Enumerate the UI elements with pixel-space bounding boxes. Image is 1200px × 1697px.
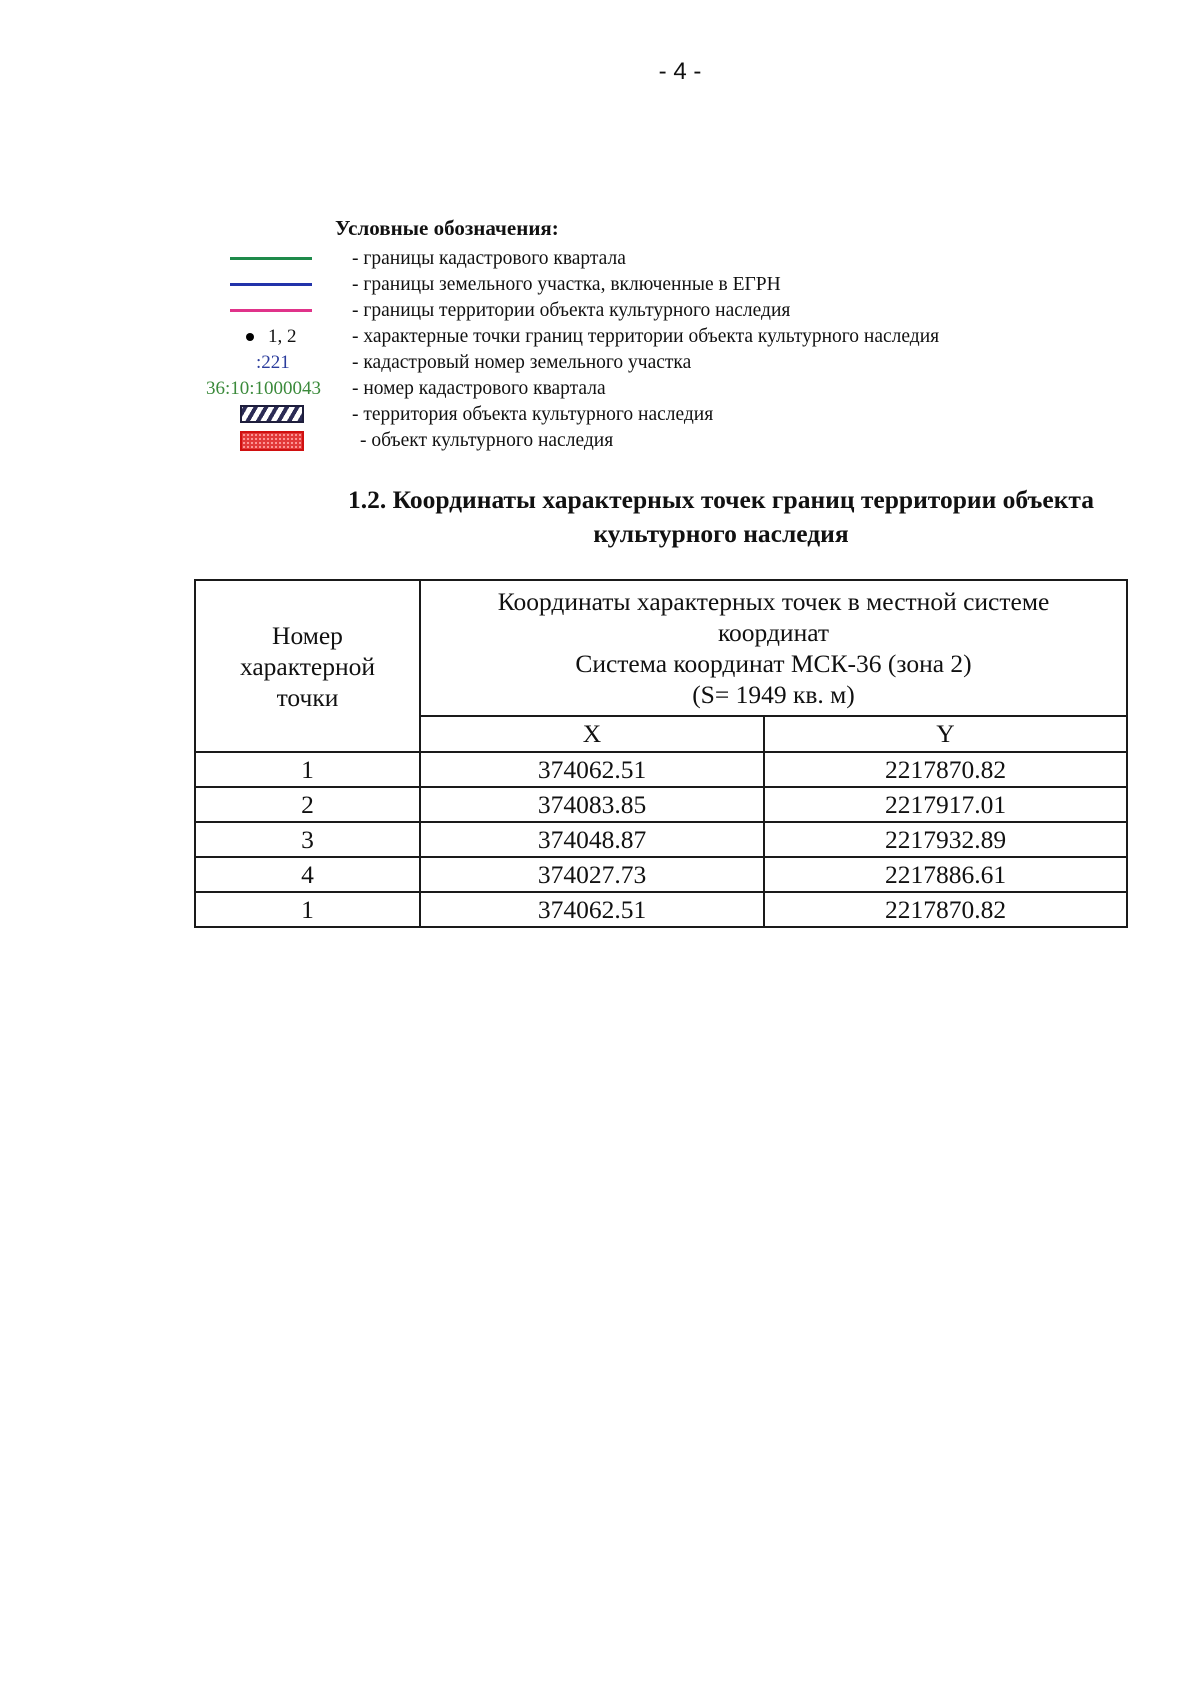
green-line-icon xyxy=(230,257,312,260)
legend-item-text: - характерные точки границ территории объекта культурного наследия xyxy=(352,326,940,347)
legend-item-heritage-boundary xyxy=(0,298,1200,324)
blue-line-icon xyxy=(230,283,312,286)
point-marker-icon xyxy=(246,333,254,341)
table-row xyxy=(195,787,1127,822)
y-cell: 2217932.89 xyxy=(764,822,1127,857)
legend-item-text: - территория объекта культурного наследия xyxy=(352,404,714,425)
point-number-cell: 2 xyxy=(195,787,420,822)
legend-item-text: - кадастровый номер земельного участка xyxy=(352,352,692,373)
legend-item-quarter-number xyxy=(0,376,1200,402)
table-row xyxy=(195,822,1127,857)
section-heading-line2: культурного наследия xyxy=(593,519,849,548)
section-heading-line1: 1.2. Координаты характерных точек границ территории объекта xyxy=(347,485,1095,514)
legend-item-text: - границы земельного участка, включенные в ЕГРН xyxy=(352,274,781,295)
table-row xyxy=(195,857,1127,892)
x-column-header: X xyxy=(420,716,764,752)
legend-item-heritage-object xyxy=(0,428,1200,454)
point-marker-label: 1, 2 xyxy=(268,326,297,347)
point-number-cell: 1 xyxy=(195,892,420,927)
x-cell: 374048.87 xyxy=(420,822,764,857)
legend-item-land-plot xyxy=(0,272,1200,298)
legend-item-boundary-points xyxy=(0,324,1200,350)
point-number-cell: 3 xyxy=(195,822,420,857)
y-cell: 2217870.82 xyxy=(764,752,1127,787)
table-row xyxy=(195,892,1127,927)
legend-item-heritage-territory xyxy=(0,402,1200,428)
red-area-icon xyxy=(240,431,304,451)
legend-item-text: - границы кадастрового квартала xyxy=(352,248,626,269)
x-cell: 374027.73 xyxy=(420,857,764,892)
legend-item-parcel-number xyxy=(0,350,1200,376)
x-cell: 374062.51 xyxy=(420,892,764,927)
coordinates-header: Координаты характерных точек в местной системе координат Система координат МСК-36 (зона 2) (S= 1949 кв. м) xyxy=(420,580,1127,716)
pink-line-icon xyxy=(230,309,312,312)
table-row xyxy=(195,752,1127,787)
point-number-cell: 1 xyxy=(195,752,420,787)
page-number: - 4 - xyxy=(658,58,702,85)
legend-item-text: - номер кадастрового квартала xyxy=(352,378,606,399)
point-number-cell: 4 xyxy=(195,857,420,892)
quarter-number-sample: 36:10:1000043 xyxy=(206,378,322,399)
x-cell: 374083.85 xyxy=(420,787,764,822)
legend-item-text: - объект культурного наследия xyxy=(360,430,614,451)
x-cell: 374062.51 xyxy=(420,752,764,787)
y-column-header: Y xyxy=(764,716,1127,752)
coordinates-table xyxy=(194,579,1128,928)
hatched-area-icon xyxy=(240,405,304,423)
section-heading xyxy=(296,483,1146,551)
y-cell: 2217917.01 xyxy=(764,787,1127,822)
legend-title: Условные обозначения: xyxy=(335,216,559,240)
y-cell: 2217886.61 xyxy=(764,857,1127,892)
legend-item-text: - границы территории объекта культурного наследия xyxy=(352,300,791,321)
y-cell: 2217870.82 xyxy=(764,892,1127,927)
parcel-number-sample: :221 xyxy=(256,352,290,373)
point-number-header: Номер характерной точки xyxy=(195,580,420,752)
legend-item-cadastral-quarter xyxy=(0,246,1200,272)
